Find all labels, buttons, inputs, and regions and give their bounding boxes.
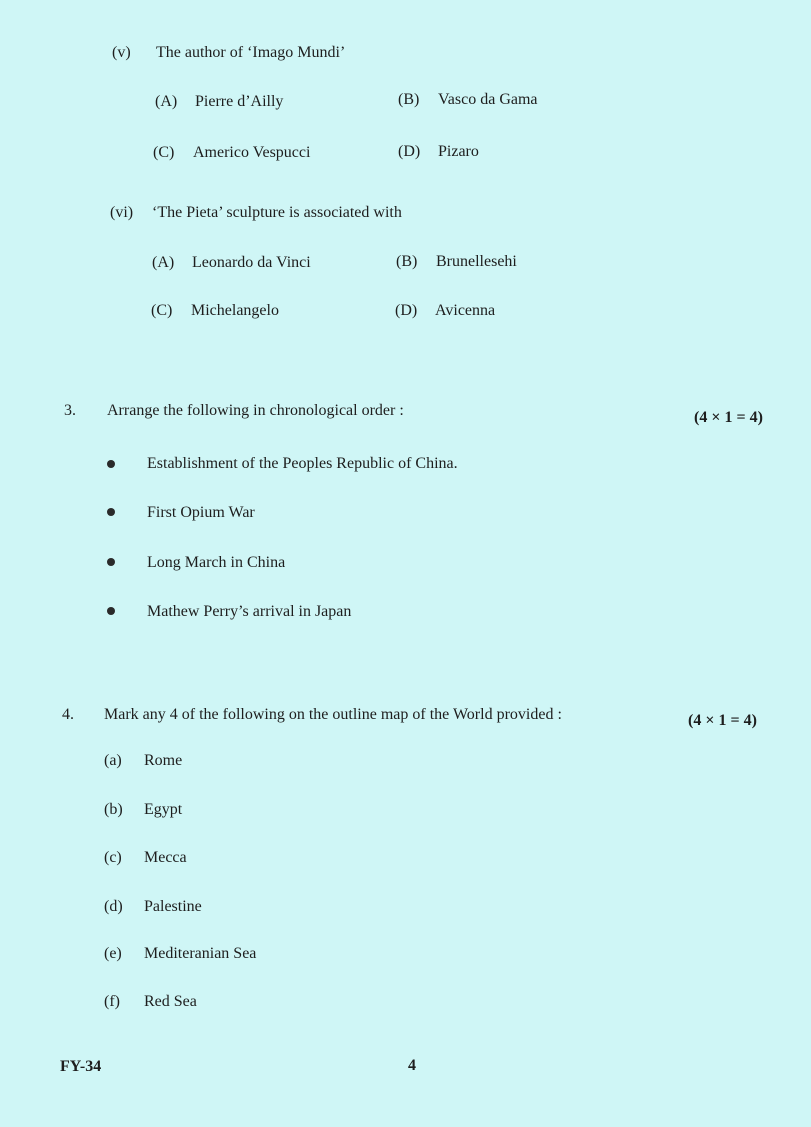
option-v-c [153,144,310,162]
question-vi-number: (vi) [110,204,134,221]
question-4-marks: (4 × 1 = 4) [688,712,757,729]
question-v-number: (v) [112,44,131,61]
option-text: Brunellesehi [436,253,517,270]
option-label: (C) [153,144,175,161]
q4-item-e [104,945,256,963]
item-text: Egypt [144,801,183,818]
bullet-icon [107,460,115,468]
option-label: (B) [396,253,418,270]
q3-item-3: Long March in China [147,554,286,571]
option-text: Michelangelo [191,302,279,319]
option-v-b [398,91,538,109]
option-label: (D) [398,143,421,160]
question-vi-text: ‘The Pieta’ sculpture is associated with [152,204,402,221]
question-3-text: Arrange the following in chronological order : [107,402,404,419]
option-label: (C) [151,302,173,319]
item-label: (e) [104,945,122,962]
q4-item-c [104,849,187,867]
bullet-icon [107,607,115,615]
option-label: (B) [398,91,420,108]
question-v-text: The author of ‘Imago Mundi’ [156,44,346,61]
option-v-d [398,143,479,161]
question-4-number: 4. [62,706,74,723]
option-text: Vasco da Gama [438,91,538,108]
option-text: Avicenna [435,302,496,319]
item-text: Rome [144,752,183,769]
option-vi-b [396,253,517,271]
footer-code: FY-34 [60,1058,102,1075]
option-label: (D) [395,302,418,319]
q4-item-f [104,993,197,1011]
option-text: Leonardo da Vinci [192,254,311,271]
q3-item-2: First Opium War [147,504,255,521]
item-label: (c) [104,849,122,866]
bullet-icon [107,508,115,516]
page-number: 4 [408,1057,416,1074]
q4-item-d [104,898,202,916]
item-text: Mecca [144,849,187,866]
option-label: (A) [152,254,175,271]
option-label: (A) [155,93,178,110]
item-text: Mediteranian Sea [144,945,257,962]
option-v-a [155,93,283,111]
q4-item-a [104,752,182,770]
item-label: (b) [104,801,123,818]
item-text: Red Sea [144,993,197,1010]
option-vi-d [395,302,495,320]
option-text: Pierre d’Ailly [195,93,284,110]
question-3-number: 3. [64,402,76,419]
option-text: Pizaro [438,143,479,160]
item-label: (d) [104,898,123,915]
item-label: (f) [104,993,120,1010]
option-text: Americo Vespucci [193,144,311,161]
item-label: (a) [104,752,122,769]
q3-item-4: Mathew Perry’s arrival in Japan [147,603,352,620]
question-4-text: Mark any 4 of the following on the outline map of the World provided : [104,706,562,723]
q3-item-1: Establishment of the Peoples Republic of China. [147,455,458,472]
q4-item-b [104,801,182,819]
item-text: Palestine [144,898,202,915]
option-vi-c [151,302,279,320]
bullet-icon [107,558,115,566]
option-vi-a [152,254,311,272]
question-3-marks: (4 × 1 = 4) [694,409,763,426]
